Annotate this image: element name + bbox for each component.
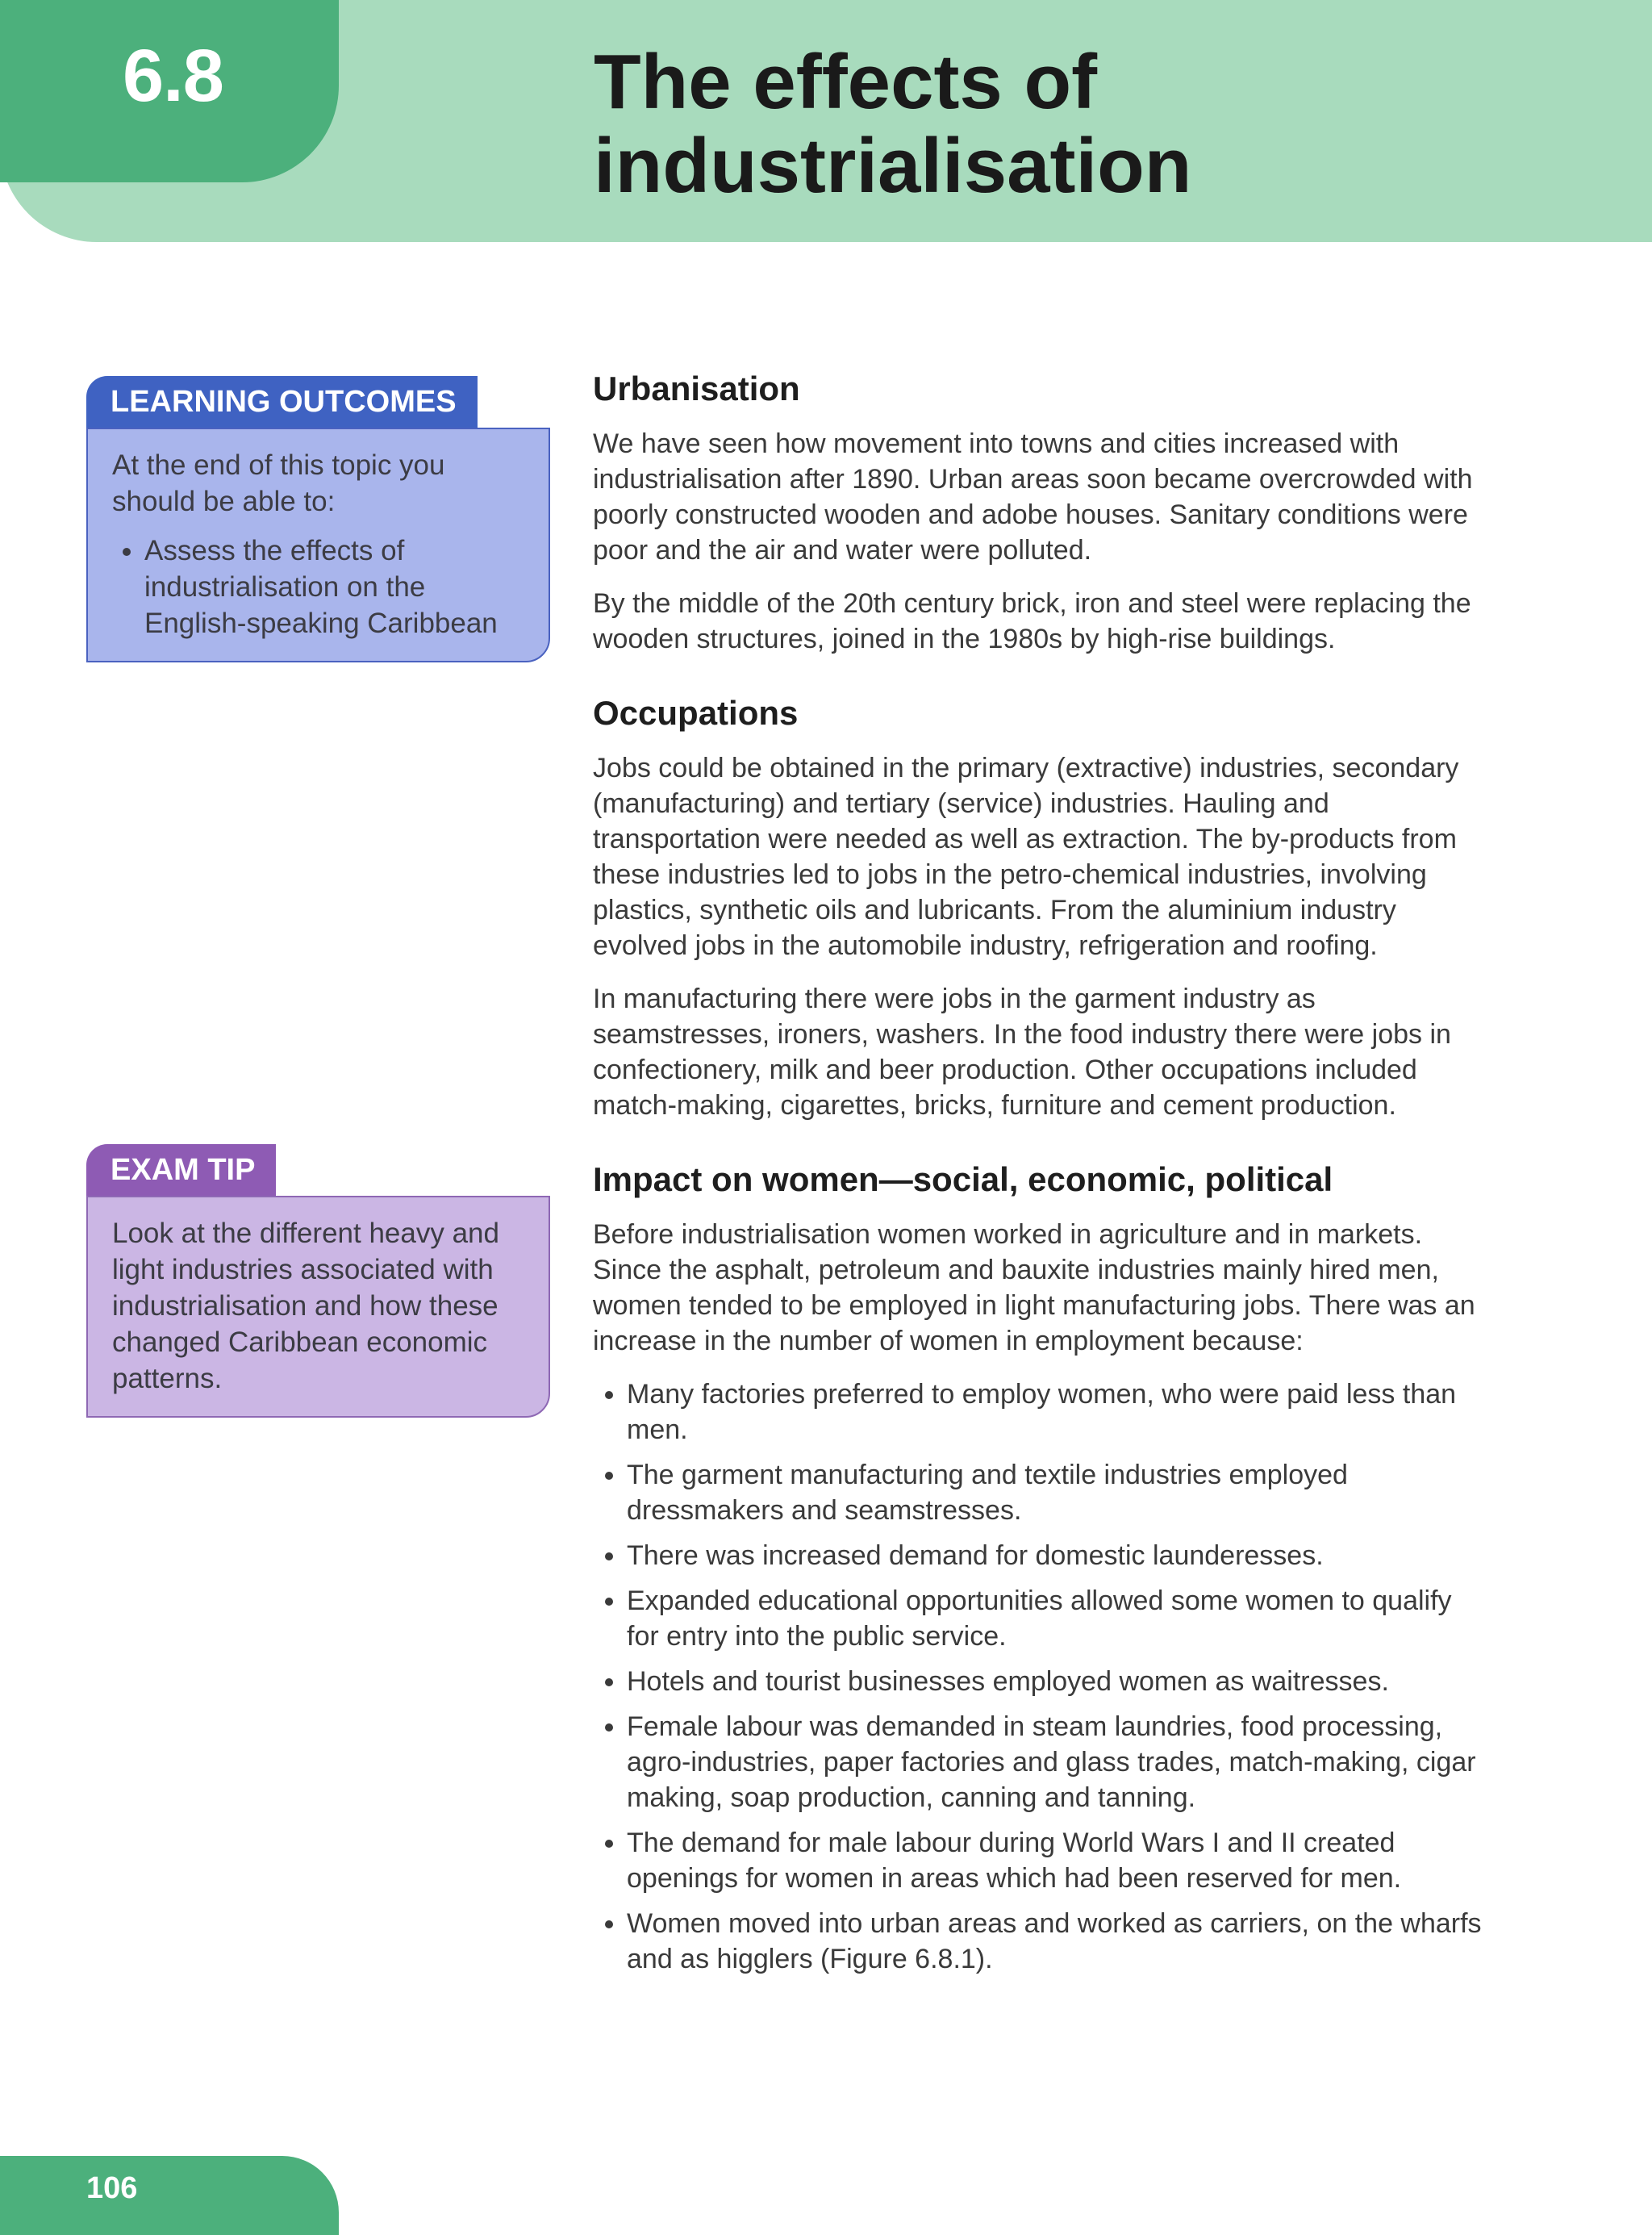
section-number: 6.8 — [123, 35, 223, 117]
learning-outcomes-intro: At the end of this topic you should be able to: — [112, 449, 445, 517]
paragraph: By the middle of the 20th century brick, iron and steel were replacing the wooden structures, joined in the 1980s by high-rise buildings. — [593, 588, 1471, 654]
section-impact-on-women — [593, 1159, 1488, 1977]
list-item: • Female labour was demanded in steam laundries, food processing, agro-industries, paper factories and glass trades, match-making, cigar making, soap production, canning and tanning. — [627, 1709, 1488, 1815]
paragraph: In manufacturing there were jobs in the garment industry as seamstresses, ironers, washers. In the food industry there were jobs in confectionery, milk and beer production. Other occupations included match-making, cigarettes, bricks, furniture and cement production. — [593, 984, 1451, 1121]
section-urbanisation — [593, 368, 1488, 657]
list-item: • Many factories preferred to employ women, who were paid less than men. — [627, 1377, 1488, 1448]
section-heading: Occupations — [593, 694, 799, 732]
section-occupations — [593, 692, 1488, 1123]
list-item: • Women moved into urban areas and worked as carriers, on the wharfs and as higglers (Figure 6.8.1). — [627, 1906, 1488, 1977]
list-item: • Hotels and tourist businesses employed women as waitresses. — [627, 1664, 1488, 1699]
learning-outcomes-box — [86, 376, 550, 662]
list-item: • Expanded educational opportunities allowed some women to qualify for entry into the public service. — [627, 1583, 1488, 1654]
page-title: The effects of industrialisation — [594, 39, 1192, 209]
list-item: • There was increased demand for domestic launderesses. — [627, 1538, 1488, 1573]
paragraph: Before industrialisation women worked in agriculture and in markets. Since the asphalt, petroleum and bauxite industries mainly hired men, women tended to be employed in light manufacturing jobs. There was an increase in the number of women in employment because: — [593, 1219, 1475, 1356]
exam-tip-text: Look at the different heavy and light industries associated with industrialisation and how these changed Caribbean economic patterns. — [112, 1218, 499, 1394]
exam-tip-box — [86, 1144, 550, 1418]
learning-outcomes-body — [86, 428, 550, 662]
learning-outcomes-label: LEARNING OUTCOMES — [86, 376, 478, 428]
list-item: • The demand for male labour during World Wars I and II created openings for women in areas which had been reserved for men. — [627, 1825, 1488, 1896]
list-item: • The garment manufacturing and textile industries employed dressmakers and seamstresses. — [627, 1457, 1488, 1528]
exam-tip-body — [86, 1196, 550, 1418]
learning-outcome-item: • Assess the effects of industrialisation on the English-speaking Caribbean — [144, 533, 524, 641]
section-heading: Impact on women—social, economic, political — [593, 1160, 1333, 1198]
footer-tab — [0, 2156, 339, 2235]
paragraph: Jobs could be obtained in the primary (extractive) industries, secondary (manufacturing) and tertiary (service) industries. Hauling and transportation were needed as well as extraction. The by-products from these industries led to jobs in the petro-chemical industries, involving plastics, synthetic oils and lubricants. From the aluminium industry evolved jobs in the automobile industry, refrigeration and roofing. — [593, 753, 1459, 961]
exam-tip-label: EXAM TIP — [86, 1144, 276, 1196]
learning-outcomes-list — [112, 533, 524, 641]
main-content — [593, 368, 1488, 2012]
bullet-list — [593, 1377, 1488, 1977]
section-heading: Urbanisation — [593, 370, 800, 407]
paragraph: We have seen how movement into towns and cities increased with industrialisation after 1890. Urban areas soon became overcrowded with poorly constructed wooden and adobe houses. Sanitary conditions were poor and the air and water were polluted. — [593, 428, 1473, 566]
page-number: 106 — [86, 2171, 138, 2205]
